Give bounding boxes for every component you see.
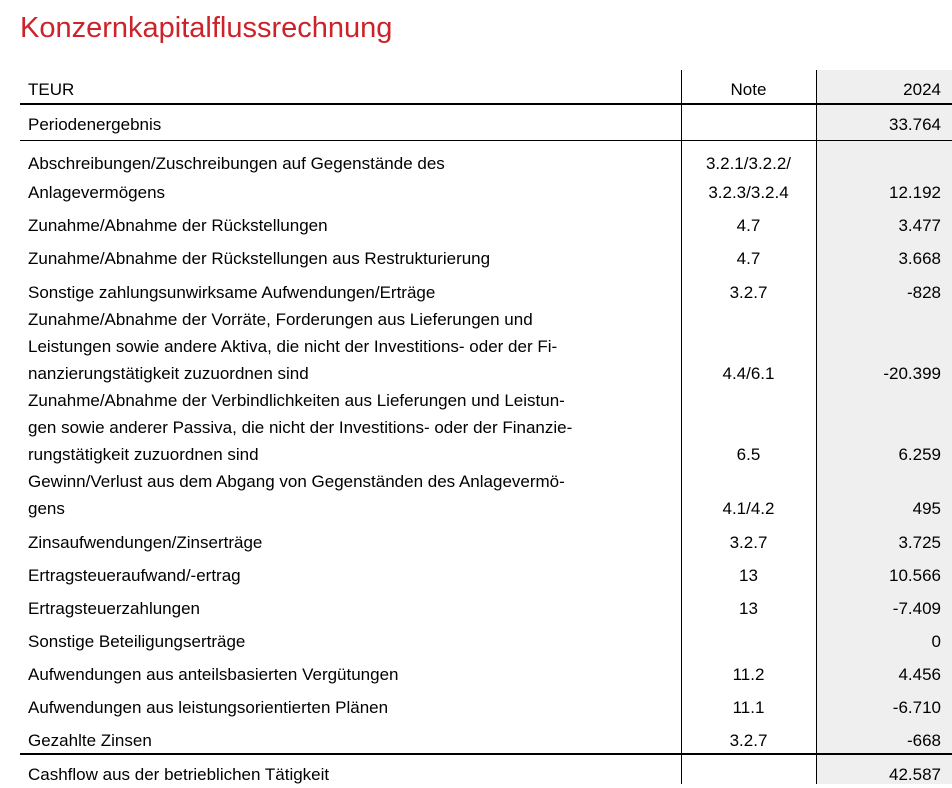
header-label: TEUR: [28, 80, 75, 99]
row-note: 13: [739, 566, 758, 585]
row-label: Zunahme/Abnahme der Rückstellungen aus Restrukturierung: [28, 249, 491, 268]
row-label: Sonstige zahlungsunwirksame Aufwendungen/Erträge: [28, 283, 436, 302]
row-value: -6.710: [892, 698, 941, 717]
header-rule: [20, 103, 952, 105]
row-note: 3.2.7: [729, 533, 768, 552]
row-label: rungstätigkeit zuzuordnen sind: [28, 445, 259, 464]
row-value: 4.456: [898, 665, 941, 684]
row-value: 495: [912, 499, 941, 518]
row-note: 11.1: [732, 698, 765, 717]
row-note: 4.7: [736, 249, 761, 268]
row-label: Anlagevermögens: [28, 183, 166, 202]
row-value: 0: [931, 632, 941, 651]
row-value: -828: [906, 283, 941, 302]
row-label: Leistungen sowie andere Aktiva, die nicht der Investitions- oder der Fi-: [28, 337, 558, 356]
row-label: Cashflow aus der betrieblichen Tätigkeit: [28, 765, 330, 784]
row-value: 3.725: [898, 533, 941, 552]
row-note: 6.5: [736, 445, 761, 464]
row-label: Abschreibungen/Zuschreibungen auf Gegenstände des: [28, 154, 445, 173]
row-value: -20.399: [883, 364, 941, 383]
row-note: 3.2.1/3.2.2/: [705, 154, 792, 173]
row-note: 4.1/4.2: [722, 499, 775, 518]
row-label: Zinsaufwendungen/Zinserträge: [28, 533, 263, 552]
row-label: gen sowie anderer Passiva, die nicht der Investitions- oder der Finanzie-: [28, 418, 573, 437]
row-note: 11.2: [732, 665, 765, 684]
page-title: Konzernkapitalflussrechnung: [20, 12, 393, 44]
row-label: Zunahme/Abnahme der Vorräte, Forderungen aus Lieferungen und: [28, 310, 533, 329]
row-value: 3.668: [898, 249, 941, 268]
row-label: Ertragsteuerzahlungen: [28, 599, 201, 618]
row-value: 6.259: [898, 445, 941, 464]
row-note: 4.7: [736, 216, 761, 235]
row-value: -668: [906, 731, 941, 750]
row-label: Zunahme/Abnahme der Verbindlichkeiten aus Lieferungen und Leistun-: [28, 391, 565, 410]
row-label: Sonstige Beteiligungserträge: [28, 632, 246, 651]
row-label: Aufwendungen aus leistungsorientierten Plänen: [28, 698, 389, 717]
row-value: 42.587: [889, 765, 941, 784]
row-label: Ertragsteueraufwand/-ertrag: [28, 566, 241, 585]
row-label: Aufwendungen aus anteilsbasierten Vergütungen: [28, 665, 399, 684]
row-note: 3.2.3/3.2.4: [708, 183, 789, 202]
row-note: 3.2.7: [729, 731, 768, 750]
row-value: 33.764: [889, 115, 941, 134]
section-rule: [20, 140, 952, 141]
row-label: Gewinn/Verlust aus dem Abgang von Gegenständen des Anlagevermö-: [28, 472, 565, 491]
row-value: 3.477: [898, 216, 941, 235]
row-value: 12.192: [889, 183, 941, 202]
row-note: 13: [739, 599, 758, 618]
row-label: nanzierungstätigkeit zuzuordnen sind: [28, 364, 309, 383]
row-value: 10.566: [889, 566, 941, 585]
row-label: gens: [28, 499, 65, 518]
row-note: 4.4/6.1: [722, 364, 775, 383]
row-label: Periodenergebnis: [28, 115, 162, 134]
row-label: Zunahme/Abnahme der Rückstellungen: [28, 216, 328, 235]
row-value: -7.409: [892, 599, 941, 618]
row-label: Gezahlte Zinsen: [28, 731, 152, 750]
header-year: 2024: [903, 80, 941, 99]
header-note: Note: [730, 80, 767, 99]
row-note: 3.2.7: [729, 283, 768, 302]
